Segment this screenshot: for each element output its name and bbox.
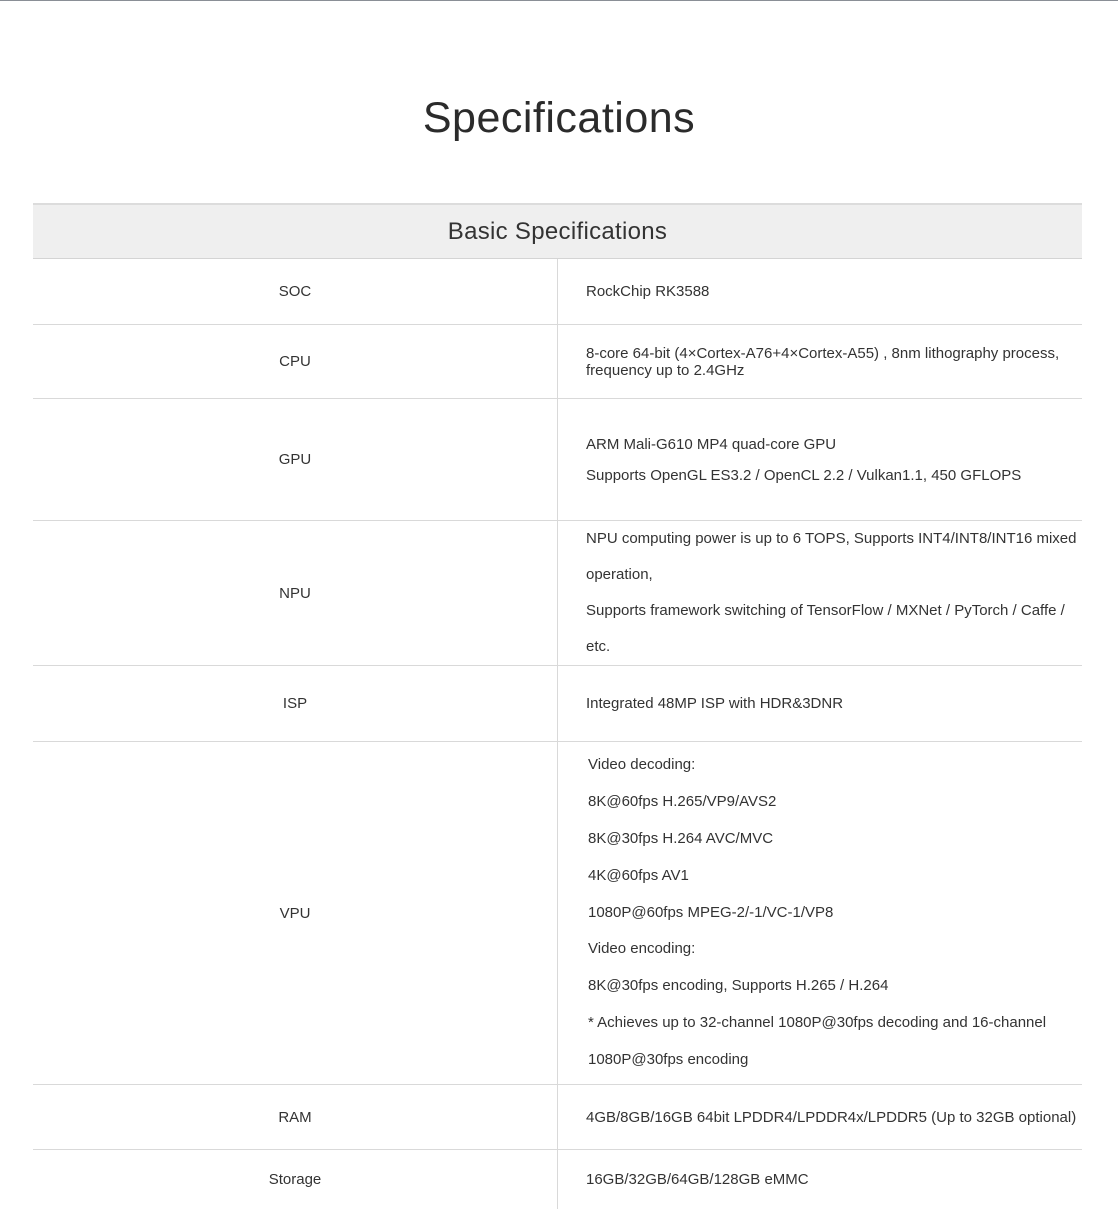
spec-value-line: * Achieves up to 32-channel 1080P@30fps decoding and 16-channel 1080P@30fps encoding — [588, 1005, 1082, 1079]
spec-value — [558, 259, 1083, 325]
spec-value-line: RockChip RK3588 — [586, 283, 1082, 300]
spec-label: NPU — [33, 521, 558, 666]
spec-label: RAM — [33, 1085, 558, 1150]
spec-value — [558, 521, 1083, 666]
spec-label: SOC — [33, 259, 558, 325]
spec-label: VPU — [33, 742, 558, 1085]
spec-row-npu — [33, 521, 1082, 666]
top-divider — [0, 0, 1118, 1]
spec-label: GPU — [33, 399, 558, 521]
spec-value-line: Integrated 48MP ISP with HDR&3DNR — [586, 695, 1082, 712]
spec-row-storage — [33, 1150, 1082, 1209]
spec-value — [558, 325, 1083, 399]
specifications-table — [33, 203, 1082, 1209]
spec-row-soc — [33, 259, 1082, 325]
spec-value — [558, 1085, 1083, 1150]
page-title: Specifications — [0, 88, 1118, 148]
spec-row-isp — [33, 666, 1082, 742]
spec-value-line: 8K@30fps H.264 AVC/MVC — [588, 821, 1082, 858]
spec-value-line: Supports framework switching of TensorFlow / MXNet / PyTorch / Caffe / etc. — [586, 593, 1082, 665]
spec-value — [558, 1150, 1083, 1209]
spec-value-line: 1080P@60fps MPEG-2/-1/VC-1/VP8 — [588, 895, 1082, 932]
spec-value-line: 16GB/32GB/64GB/128GB eMMC — [586, 1171, 1082, 1188]
spec-row-ram — [33, 1085, 1082, 1150]
spec-value-line: 8-core 64-bit (4×Cortex-A76+4×Cortex-A55) , 8nm lithography process, frequency up to 2.4GHz — [586, 345, 1082, 379]
spec-label: ISP — [33, 666, 558, 742]
spec-value-line: 8K@60fps H.265/VP9/AVS2 — [588, 784, 1082, 821]
spec-value-line: 4GB/8GB/16GB 64bit LPDDR4/LPDDR4x/LPDDR5 (Up to 32GB optional) — [586, 1109, 1082, 1126]
spec-value-line: Video encoding: — [588, 931, 1082, 968]
spec-row-cpu — [33, 325, 1082, 399]
section-title: Basic Specifications — [33, 204, 1082, 259]
spec-value-line: Supports OpenGL ES3.2 / OpenCL 2.2 / Vulkan1.1, 450 GFLOPS — [586, 460, 1082, 491]
section-header-row — [33, 204, 1082, 259]
spec-value-line: ARM Mali-G610 MP4 quad-core GPU — [586, 429, 1082, 460]
spec-value-line: 8K@30fps encoding, Supports H.265 / H.264 — [588, 968, 1082, 1005]
spec-value-line: NPU computing power is up to 6 TOPS, Supports INT4/INT8/INT16 mixed operation, — [586, 521, 1082, 593]
spec-value-line: 4K@60fps AV1 — [588, 858, 1082, 895]
spec-value — [558, 399, 1083, 521]
spec-label: Storage — [33, 1150, 558, 1209]
spec-value — [558, 666, 1083, 742]
spec-row-gpu — [33, 399, 1082, 521]
spec-value-line: Video decoding: — [588, 747, 1082, 784]
spec-label: CPU — [33, 325, 558, 399]
spec-value — [558, 742, 1083, 1085]
spec-row-vpu — [33, 742, 1082, 1085]
